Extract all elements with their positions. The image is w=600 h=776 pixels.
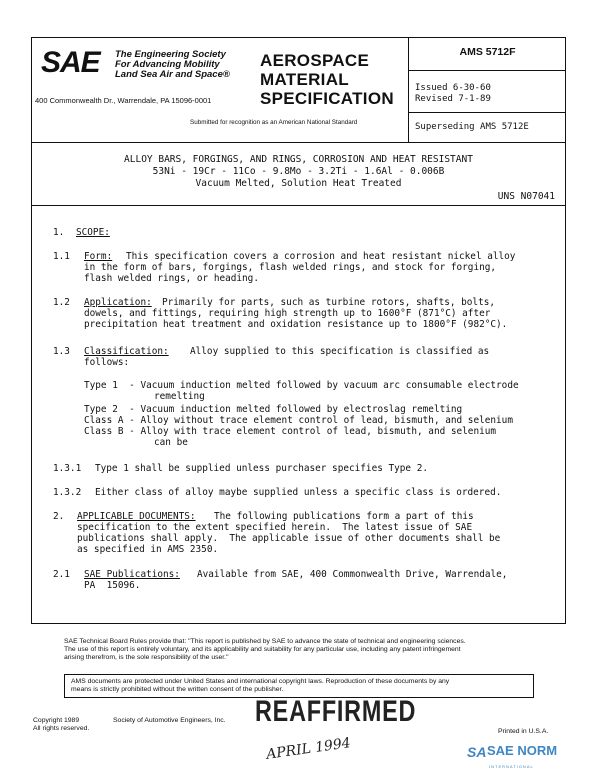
notice-line-2: means is strictly prohibited without the written consent of the publisher.: [71, 686, 284, 693]
paragraph-line: Alloy supplied to this specification is classified as: [190, 346, 490, 357]
title-line-1: ALLOY BARS, FORGINGS, AND RINGS, CORROSION AND HEAT RESISTANT: [124, 154, 473, 165]
reaffirmed-date: APRIL 1994: [265, 735, 352, 763]
section-heading: Application:: [84, 297, 152, 308]
society-line-3: Land Sea Air and Space®: [115, 69, 230, 80]
society-line-1: The Engineering Society: [115, 49, 226, 60]
paragraph-line: publications shall apply. The applicable issue of other documents shall be: [77, 533, 501, 544]
header-publisher: [32, 38, 256, 142]
revised-date: Revised 7-1-89: [415, 94, 491, 104]
board-rules-line-3: arising therefrom, is the sole responsibility of the user.": [64, 654, 229, 661]
board-rules-line-2: The use of this report is entirely voluntary, and its applicability and suitability for any particular use, including any patent infringement: [64, 646, 461, 653]
publisher-address: 400 Commonwealth Dr., Warrendale, PA 15096-0001: [35, 96, 212, 105]
ams-number: AMS 5712F: [459, 46, 516, 58]
section-number: 2.: [53, 511, 65, 522]
issued-date: Issued 6-30-60: [415, 83, 491, 93]
section-number: 1.1: [53, 251, 70, 262]
title-box: [31, 143, 566, 206]
paragraph-line: flash welded rings, or heading.: [84, 273, 259, 284]
section-number: 1.3: [53, 346, 70, 357]
section-heading: Form:: [84, 251, 113, 262]
section-number: 1.3.1: [53, 463, 82, 474]
header-spec-info: [408, 38, 566, 142]
header-doc-type: [256, 38, 408, 142]
divider: [409, 112, 566, 113]
paragraph-line: Either class of alloy maybe supplied unless a specific class is ordered.: [95, 487, 502, 498]
svg-text:SA: SA: [467, 744, 487, 760]
paragraph-line: precipitation heat treatment and oxidation resistance up to 1800°F (982°C).: [84, 319, 508, 330]
paragraph-line: The following publications form a part of this: [214, 511, 474, 522]
superseding: Superseding AMS 5712E: [415, 122, 529, 132]
board-rules-line-1: SAE Technical Board Rules provide that: "This report is published by SAE to advance the state of technical and engineering sciences.: [64, 638, 466, 645]
rights-reserved: All rights reserved.: [33, 725, 90, 732]
paragraph-line: follows:: [84, 357, 130, 368]
section-heading: Classification:: [84, 346, 169, 357]
submitted-note: Submitted for recognition as an American National Standard: [190, 119, 358, 126]
list-item: can be: [154, 437, 188, 448]
section-number: 1.: [53, 227, 65, 238]
printed-in: Printed in U.S.A.: [498, 728, 549, 735]
paragraph-line: Primarily for parts, such as turbine rotors, shafts, bolts,: [162, 297, 496, 308]
paragraph-line: as specified in AMS 2350.: [77, 544, 219, 555]
section-number: 2.1: [53, 569, 70, 580]
divider: [409, 70, 566, 71]
copyright-holder: Society of Automotive Engineers, Inc.: [113, 717, 226, 724]
notice-line-1: AMS documents are protected under United States and international copyright laws. Reproduction of these documents by any: [71, 678, 450, 685]
list-item: Type 1 - Vacuum induction melted followed by vacuum arc consumable electrode: [84, 380, 519, 391]
society-line-2: For Advancing Mobility: [115, 59, 220, 70]
section-heading: SAE Publications:: [84, 569, 180, 580]
section-heading: APPLICABLE DOCUMENTS:: [77, 511, 196, 522]
doc-type-line-1: AEROSPACE: [260, 51, 370, 70]
section-heading: SCOPE:: [76, 227, 110, 238]
list-item: Type 2 - Vacuum induction melted followed by electroslag remelting: [84, 404, 463, 415]
doc-type-line-3: SPECIFICATION: [260, 89, 394, 108]
doc-type-line-2: MATERIAL: [260, 70, 349, 89]
paragraph-line: This specification covers a corrosion and heat resistant nickel alloy: [126, 251, 516, 262]
paragraph-line: Available from SAE, 400 Commonwealth Drive, Warrendale,: [197, 569, 508, 580]
section-number: 1.2: [53, 297, 70, 308]
title-line-3: Vacuum Melted, Solution Heat Treated: [195, 178, 402, 189]
paragraph-line: Type 1 shall be supplied unless purchaser specifies Type 2.: [95, 463, 429, 474]
paragraph-line: specification to the extent specified herein. The latest issue of SAE: [77, 522, 473, 533]
sae-norm-subtext: INTERNATIONAL: [489, 764, 534, 769]
header-box: [31, 37, 566, 143]
list-item: Class B - Alloy with trace element control of lead, bismuth, and selenium: [84, 426, 497, 437]
reaffirmed-stamp: REAFFIRMED: [255, 695, 417, 728]
paragraph-line: dowels, and fittings, requiring high strength up to 1600°F (871°C) after: [84, 308, 491, 319]
list-item: Class A - Alloy without trace element control of lead, bismuth, and selenium: [84, 415, 513, 426]
paragraph-line: PA 15096.: [84, 580, 141, 591]
paragraph-line: in the form of bars, forgings, flash welded rings, and stock for forging,: [84, 262, 497, 273]
title-line-2: 53Ni - 19Cr - 11Co - 9.8Mo - 3.2Ti - 1.6Al - 0.006B: [152, 166, 445, 177]
sae-norm-logo-icon: [467, 744, 487, 760]
list-item: remelting: [154, 391, 205, 402]
sae-logo: SAE: [41, 46, 100, 79]
section-number: 1.3.2: [53, 487, 82, 498]
copyright-year: Copyright 1989: [33, 717, 80, 724]
uns-number: UNS N07041: [497, 191, 555, 202]
sae-norm-watermark: SAE NORM: [487, 743, 558, 758]
